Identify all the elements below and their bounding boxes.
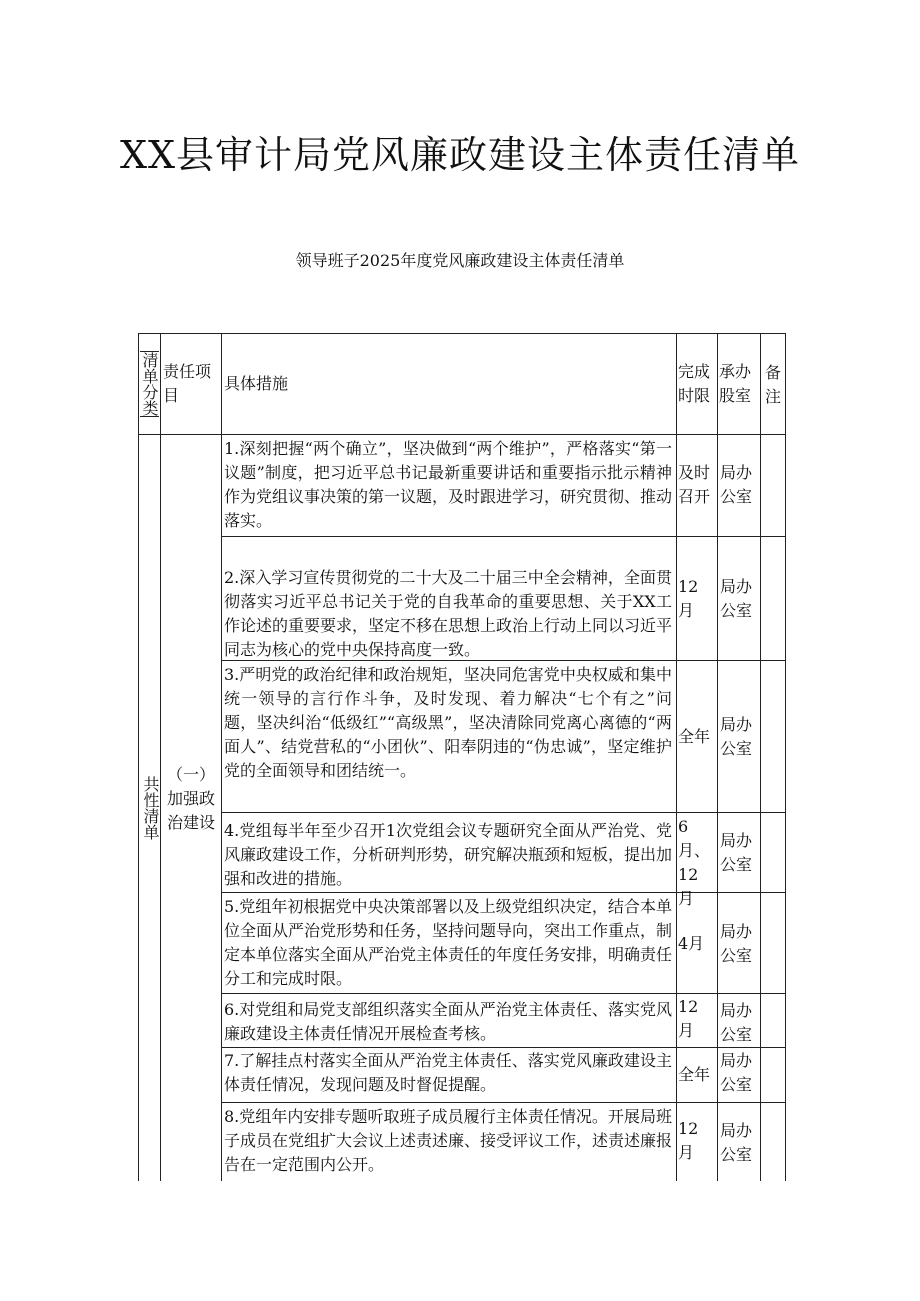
deadline-8: 12月 (678, 1119, 699, 1162)
dept-7: 局办公室 (720, 1051, 753, 1094)
category-text: 共性清单 (141, 776, 160, 840)
measure-5: 5.党组年初根据党中央决策部署以及上级党组织决定，结合本单位全面从严治党形势和任务，坚持问题导向，突出工作重点，制定本单位落实全面从严治党主体责任的年度任务安排，明确责任分工和完成时限。 (224, 897, 673, 988)
dept-5: 局办公室 (720, 921, 753, 965)
header-measures: 具体措施 (224, 374, 289, 393)
document-title: XX县审计局党风廉政建设主体责任清单 (119, 133, 801, 177)
measure-6: 6.对党组和局党支部组织落实全面从严治党主体责任、落实党风廉政建设主体责任情况开展检查考核。 (224, 1000, 672, 1043)
header-deadline: 完成时限 (678, 362, 711, 405)
measure-1: 1.深刻把握“两个确立”，坚决做到“两个维护”，严格落实“第一议题”制度，把习近平总书记最新重要讲话和重要指示批示精神作为党组议事决策的第一议题，及时跟进学习，研究贯彻、推动落实。 (224, 439, 673, 530)
dept-2: 局办公室 (720, 577, 753, 620)
document-subtitle: 领导班子2025年度党风廉政建设主体责任清单 (295, 251, 625, 270)
dept-6: 局办公室 (720, 1001, 753, 1044)
header-dept: 承办股室 (719, 362, 752, 405)
header-remark: 备注 (765, 363, 782, 406)
header-item: 责任项目 (163, 362, 212, 405)
category-cell (140, 435, 160, 1181)
deadline-7: 全年 (678, 1065, 711, 1084)
responsibility-table (138, 333, 786, 1181)
deadline-4: 6月、12月 (678, 817, 711, 908)
remark-2 (762, 539, 784, 659)
remark-7 (762, 1049, 784, 1101)
remark-8 (762, 1105, 784, 1179)
remark-3 (762, 663, 784, 811)
measure-4: 4.党组每半年至少召开1次党组会议专题研究全面从严治党、党风廉政建设工作，分析研判形势，研究解决瓶颈和短板，提出加强和改进的措施。 (224, 821, 673, 888)
dept-8: 局办公室 (720, 1121, 753, 1164)
item-cell: （一）加强政治建设 (166, 765, 215, 832)
deadline-3: 全年 (678, 727, 711, 746)
measure-3: 3.严明党的政治纪律和政治规矩，坚决同危害党中央权威和集中统一领导的言行作斗争，及时发现、着力解决“七个有之”问题，坚决纠治“低级红”“高级黑”，坚决清除同党离心离德的“两面人”、结党营私的“小团伙”、阳奉阴违的“伪忠诚”，坚定维护党的全面领导和团结统一。 (224, 665, 672, 780)
deadline-2: 12月 (678, 577, 699, 620)
remark-4 (762, 815, 784, 891)
deadline-1: 及时召开 (678, 463, 711, 506)
measure-8: 8.党组年内安排专题听取班子成员履行主体责任情况。开展局班子成员在党组扩大会议上述责述廉、接受评议工作，述责述廉报告在一定范围内公开。 (224, 1107, 673, 1174)
dept-1: 局办公室 (720, 463, 753, 506)
measure-7: 7.了解挂点村落实全面从严治党主体责任、落实党风廉政建设主体责任情况，发现问题及时督促提醒。 (224, 1051, 672, 1094)
dept-4: 局办公室 (720, 831, 753, 874)
remark-6 (762, 995, 784, 1047)
header-category-text: 清单分类 (140, 352, 159, 416)
dept-3: 局办公室 (720, 715, 753, 758)
header-category (140, 334, 159, 434)
measure-2: 2.深入学习宣传贯彻党的二十大及二十届三中全会精神，全面贯彻落实习近平总书记关于党的自我革命的重要思想、关于XX工作论述的重要要求，坚定不移在思想上政治上行动上同以习近平同志为核心的党中央保持高度一致。 (224, 568, 673, 659)
remark-1 (762, 437, 784, 533)
deadline-6: 12月 (678, 997, 699, 1040)
remark-5 (762, 895, 784, 992)
deadline-5: 4月 (678, 933, 705, 953)
